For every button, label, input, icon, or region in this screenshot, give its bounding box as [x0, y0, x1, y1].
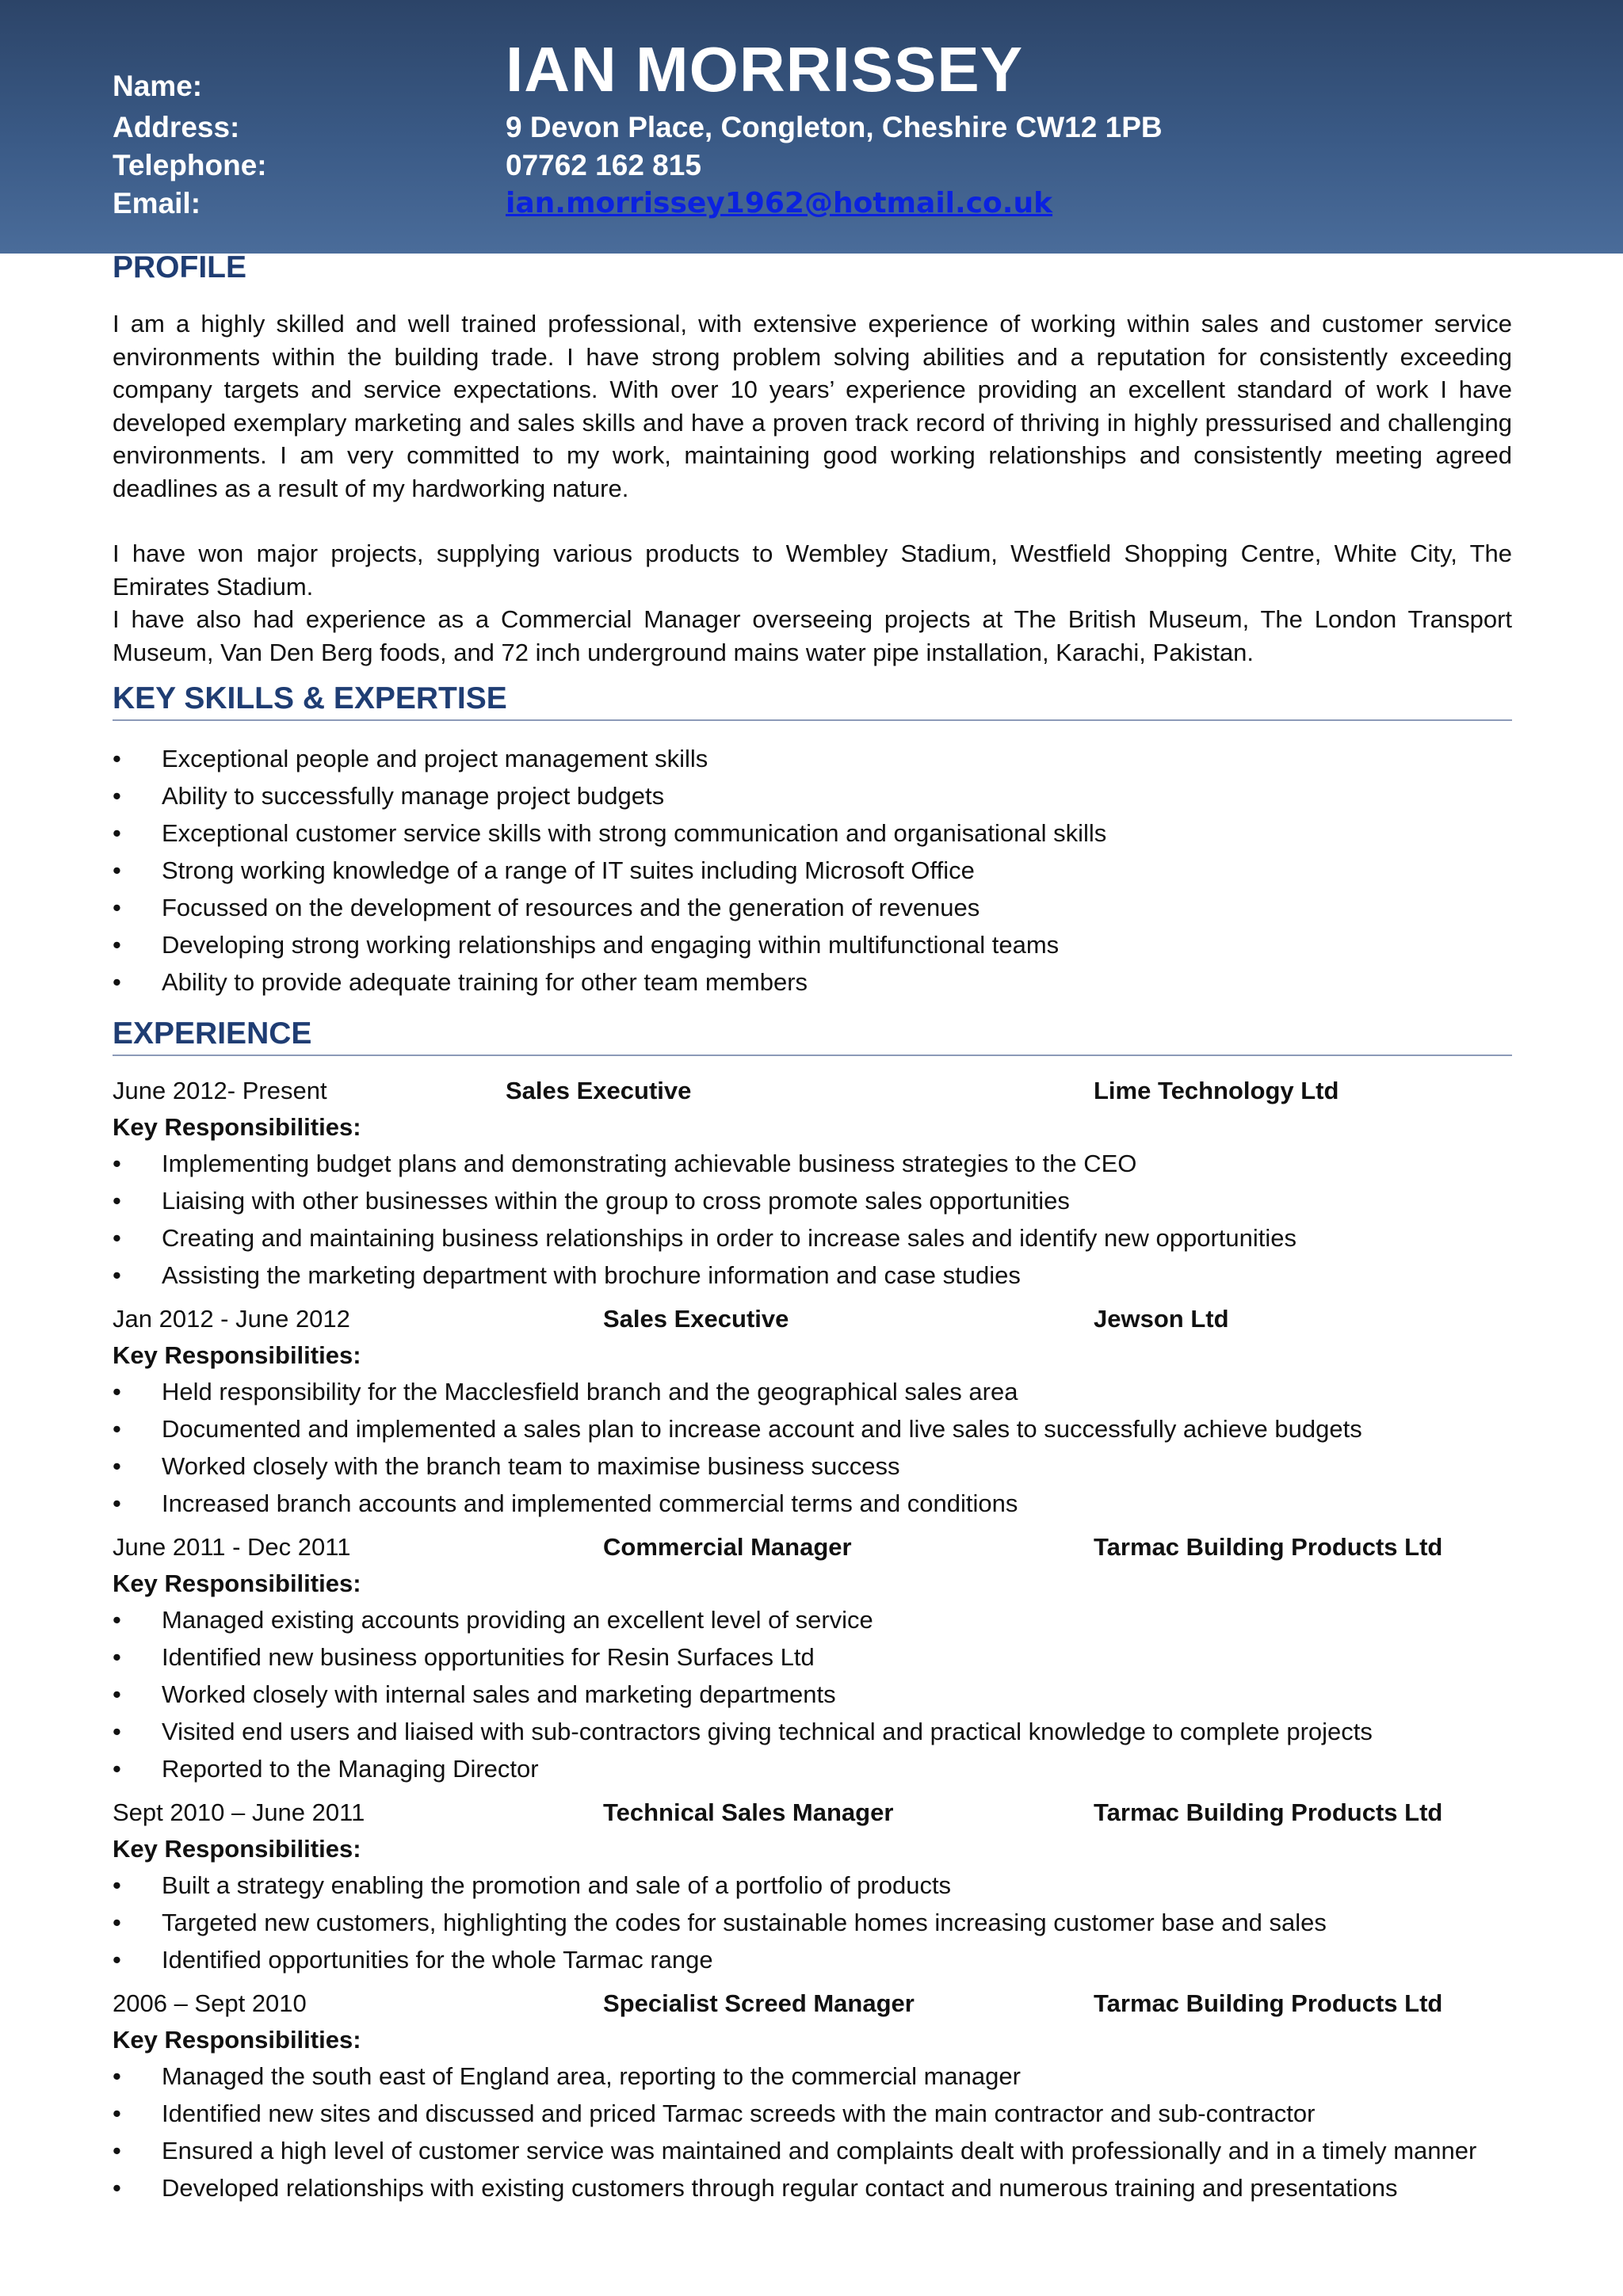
job-dates: June 2012- Present	[113, 1077, 327, 1104]
list-item: • Reported to the Managing Director	[113, 1750, 1512, 1787]
job-company: Tarmac Building Products Ltd	[1094, 1533, 1443, 1561]
list-item: • Identified opportunities for the whole Tarmac range	[113, 1941, 1512, 1978]
profile-paragraph-2: I have won major projects, supplying various products to Wembley Stadium, Westfield Shopping Centre, White City, The Emirates Stadium.	[113, 540, 1512, 601]
email-label: Email:	[113, 187, 201, 219]
skills-list	[113, 740, 1512, 1001]
job-entry	[113, 1533, 1512, 1787]
list-item: • Creating and maintaining business relationships in order to increase sales and identify new opportunities	[113, 1219, 1512, 1257]
job-dates: Jan 2012 - June 2012	[113, 1305, 350, 1333]
job-company: Tarmac Building Products Ltd	[1094, 1989, 1443, 2017]
job-entry	[113, 1305, 1512, 1522]
job-company: Jewson Ltd	[1094, 1305, 1229, 1333]
resume-body	[113, 250, 1512, 2206]
list-item: • Ensured a high level of customer service was maintained and complaints dealt with professionally and in a timely manner	[113, 2132, 1512, 2169]
list-item: • Ability to successfully manage project budgets	[113, 777, 1512, 814]
list-item: • Managed the south east of England area, reporting to the commercial manager	[113, 2058, 1512, 2095]
job-company: Lime Technology Ltd	[1094, 1077, 1339, 1104]
name-label: Name:	[113, 70, 203, 102]
responsibilities-list	[113, 2058, 1512, 2206]
job-dates: 2006 – Sept 2010	[113, 1989, 307, 2017]
list-item: • Exceptional people and project management skills	[113, 740, 1512, 777]
list-item: • Identified new sites and discussed and priced Tarmac screeds with the main contractor and sub-contractor	[113, 2095, 1512, 2132]
list-item: • Ability to provide adequate training for other team members	[113, 963, 1512, 1001]
list-item: • Exceptional customer service skills with strong communication and organisational skills	[113, 814, 1512, 852]
job-entry	[113, 1798, 1512, 1978]
job-dates: June 2011 - Dec 2011	[113, 1533, 351, 1561]
list-item: • Assisting the marketing department with brochure information and case studies	[113, 1257, 1512, 1294]
job-title: Sales Executive	[506, 1077, 692, 1104]
list-item: • Developing strong working relationships and engaging within multifunctional teams	[113, 926, 1512, 963]
list-item: • Worked closely with the branch team to maximise business success	[113, 1447, 1512, 1485]
key-responsibilities-label: Key Responsibilities:	[113, 1569, 361, 1597]
job-entry	[113, 1077, 1512, 1294]
responsibilities-list	[113, 1373, 1512, 1522]
telephone-label: Telephone:	[113, 149, 267, 181]
list-item: • Strong working knowledge of a range of IT suites including Microsoft Office	[113, 852, 1512, 889]
job-dates: Sept 2010 – June 2011	[113, 1798, 365, 1826]
responsibilities-list	[113, 1601, 1512, 1787]
address-value: 9 Devon Place, Congleton, Cheshire CW12 1PB	[506, 111, 1163, 143]
candidate-name: IAN MORRISSEY	[506, 34, 1024, 105]
key-responsibilities-label: Key Responsibilities:	[113, 1835, 361, 1863]
experience-heading: EXPERIENCE	[113, 1016, 1512, 1056]
key-responsibilities-label: Key Responsibilities:	[113, 1341, 361, 1369]
profile-paragraph-3: I have also had experience as a Commercial Manager overseeing projects at The British Museum, The London Transport Museum, Van Den Berg foods, and 72 inch underground mains water pipe installation, Karachi, Pakistan.	[113, 605, 1512, 666]
list-item: • Targeted new customers, highlighting the codes for sustainable homes increasing customer base and sales	[113, 1904, 1512, 1941]
responsibilities-list	[113, 1145, 1512, 1294]
list-item: • Increased branch accounts and implemented commercial terms and conditions	[113, 1485, 1512, 1522]
job-header	[113, 1989, 1512, 2023]
job-title: Sales Executive	[603, 1305, 789, 1333]
list-item: • Developed relationships with existing customers through regular contact and numerous training and presentations	[113, 2169, 1512, 2206]
list-item: • Held responsibility for the Macclesfield branch and the geographical sales area	[113, 1373, 1512, 1410]
list-item: • Managed existing accounts providing an excellent level of service	[113, 1601, 1512, 1638]
profile-paragraph-1: I am a highly skilled and well trained professional, with extensive experience of working within sales and customer service environments within the building trade. I have strong problem solving abilities and a reputation for consistently exceeding company targets and service expectations. With over 10 years’ experience providing an excellent standard of work I have developed exemplary marketing and sales skills and have a proven track record of thriving in highly pressurised and challenging environments. I am very committed to my work, maintaining good working relationships and consistently meeting agreed deadlines as a result of my hardworking nature.	[113, 310, 1512, 502]
list-item: • Identified new business opportunities for Resin Surfaces Ltd	[113, 1638, 1512, 1676]
email-link[interactable]: ian.morrissey1962@hotmail.co.uk	[506, 187, 1053, 219]
list-item: • Focussed on the development of resources and the generation of revenues	[113, 889, 1512, 926]
job-header	[113, 1533, 1512, 1566]
profile-heading: PROFILE	[113, 250, 247, 284]
job-header	[113, 1077, 1512, 1110]
key-responsibilities-label: Key Responsibilities:	[113, 2026, 361, 2054]
job-company: Tarmac Building Products Ltd	[1094, 1798, 1443, 1826]
list-item: • Implementing budget plans and demonstrating achievable business strategies to the CEO	[113, 1145, 1512, 1182]
header-banner	[0, 0, 1623, 254]
job-header	[113, 1798, 1512, 1832]
list-item: • Worked closely with internal sales and marketing departments	[113, 1676, 1512, 1713]
job-entry	[113, 1989, 1512, 2206]
job-title: Commercial Manager	[603, 1533, 852, 1561]
responsibilities-list	[113, 1867, 1512, 1978]
job-header	[113, 1305, 1512, 1338]
job-title: Specialist Screed Manager	[603, 1989, 915, 2017]
list-item: • Visited end users and liaised with sub-contractors giving technical and practical knowledge to complete projects	[113, 1713, 1512, 1750]
list-item: • Liaising with other businesses within the group to cross promote sales opportunities	[113, 1182, 1512, 1219]
skills-heading: KEY SKILLS & EXPERTISE	[113, 681, 1512, 721]
telephone-value: 07762 162 815	[506, 149, 701, 181]
list-item: • Built a strategy enabling the promotion and sale of a portfolio of products	[113, 1867, 1512, 1904]
address-label: Address:	[113, 111, 240, 143]
list-item: • Documented and implemented a sales plan to increase account and live sales to successfully achieve budgets	[113, 1410, 1512, 1447]
key-responsibilities-label: Key Responsibilities:	[113, 1113, 361, 1141]
job-title: Technical Sales Manager	[603, 1798, 894, 1826]
